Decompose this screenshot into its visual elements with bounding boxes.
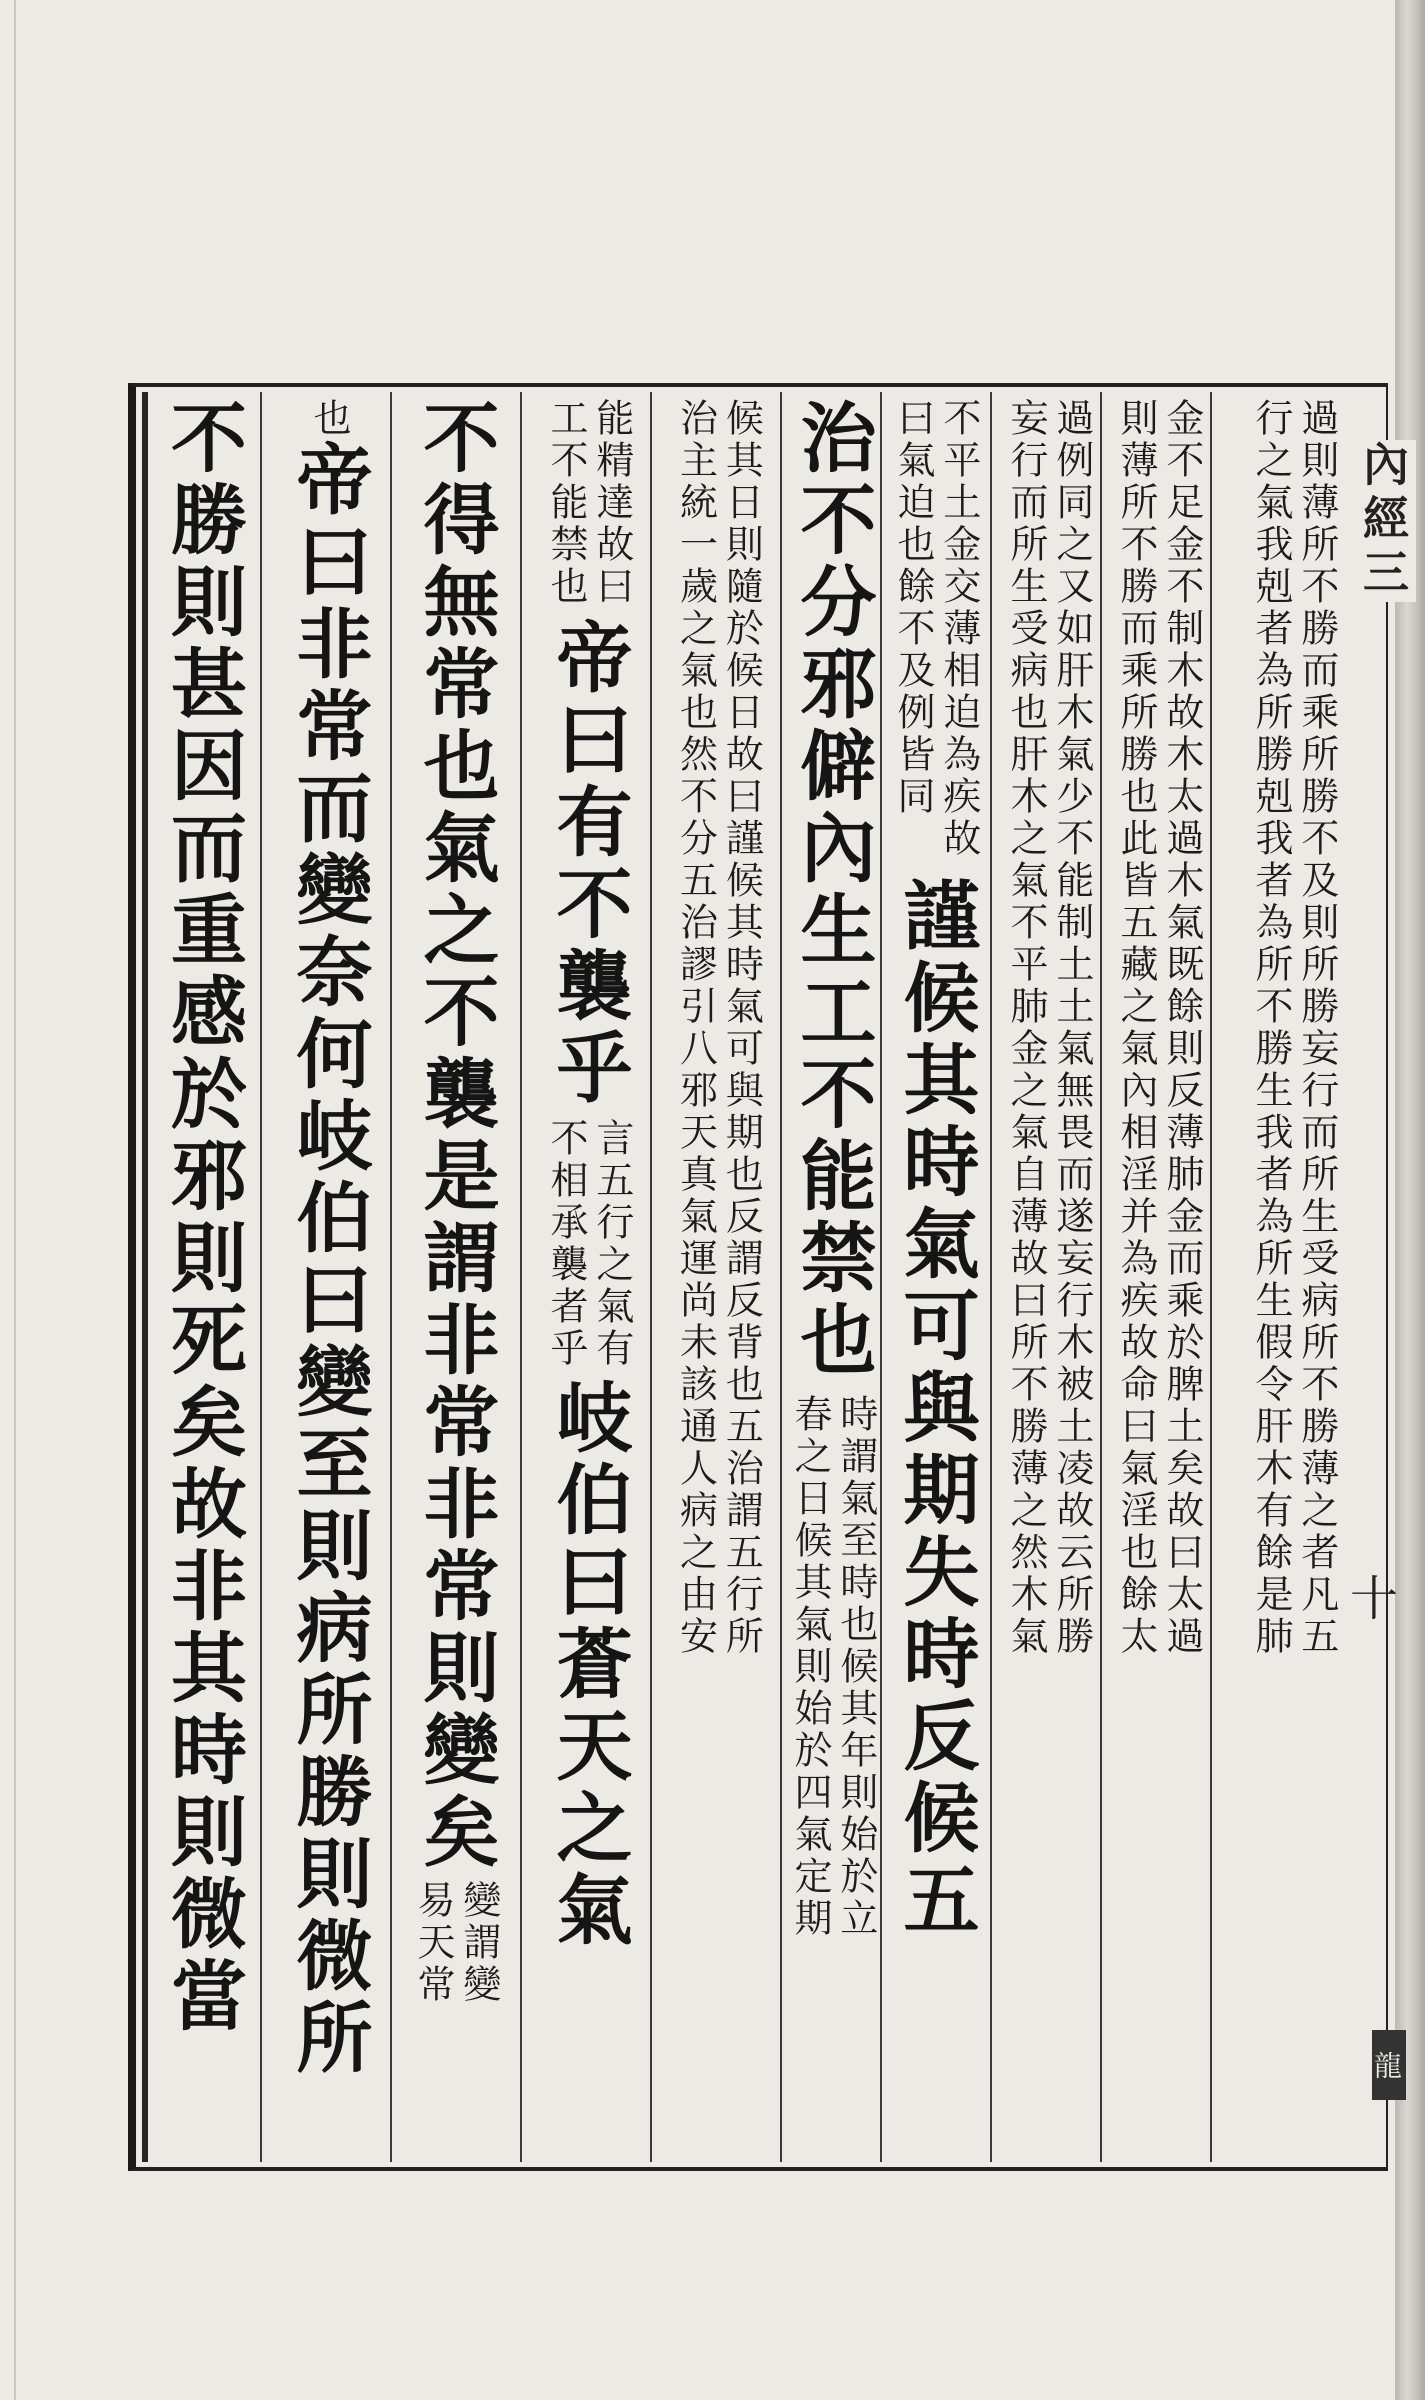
annotation-line: 過例同之又如肝木氣少不能制土土氣無畏而遂妄行木被土凌故云所勝	[1049, 398, 1094, 1658]
column-rule	[1100, 392, 1102, 2162]
annotation-line: 春之日候其氣則始於四氣定期	[788, 1394, 832, 1940]
annotation-line: 易天常	[411, 1880, 455, 2006]
annotation-line: 能精達故曰	[589, 398, 634, 608]
frame-inner-border	[142, 392, 148, 2162]
annotation-line: 曰氣迫也餘不及例皆同	[891, 398, 935, 818]
annotation-line: 言五行之氣有	[589, 1118, 634, 1370]
annotation-line: 不相承襲者乎	[544, 1118, 588, 1370]
text-column-4	[885, 398, 985, 2158]
column-rule	[780, 392, 782, 2162]
annotation-line: 不平土金交薄相迫為疾故	[936, 398, 981, 860]
main-text: 岐伯曰蒼天之氣	[544, 1378, 633, 1952]
main-text: 不得無常也氣之不襲是謂非常非常則變矣	[411, 398, 500, 1874]
annotation-line: 治主統一歲之氣也然不分五治謬引八邪天真氣運尚未該通人病之由安	[673, 398, 718, 1658]
annotation-line: 行之氣我剋者為所勝剋我者為所不勝生我者為所生假令肝木有餘是肺	[1249, 398, 1293, 1658]
main-text: 帝曰非常而變奈何岐伯曰變至則病所勝則微所	[284, 440, 373, 2080]
main-text: 帝曰有不襲乎	[544, 618, 633, 1110]
annotation-line: 也	[306, 398, 351, 440]
annotation-line: 時謂氣至時也候其年則始於立	[833, 1394, 878, 1940]
annotation-line: 妄行而所生受病也肝木之氣不平肺金之氣自薄故曰所不勝薄之然木氣	[1004, 398, 1048, 1658]
leaf-number: 十	[1350, 1571, 1399, 1627]
column-rule	[880, 392, 882, 2162]
column-rule	[520, 392, 522, 2162]
annotation-line: 候其日則隨於候日故曰謹候其時氣可與期也反謂反背也五治謂五行所	[719, 398, 764, 1658]
column-rule	[990, 392, 992, 2162]
text-column-9	[268, 398, 388, 2158]
text-column-5	[785, 398, 879, 2158]
text-column-10	[150, 398, 255, 2158]
annotation-line: 金不足金不制木故木太過木氣既餘則反薄肺金而乘於脾土矣故曰太過	[1159, 398, 1204, 1658]
text-column-6	[660, 398, 775, 2158]
text-column-3	[998, 398, 1098, 2158]
binding-line	[14, 0, 16, 2400]
text-column-7	[528, 398, 648, 2158]
column-rule	[650, 392, 652, 2162]
text-column-1	[1218, 398, 1368, 2158]
main-text: 治不分邪僻內生工不能禁也	[788, 398, 877, 1382]
main-text: 不勝則甚因而重感於邪則死矣故非其時則微當	[158, 398, 248, 2038]
annotation-line: 則薄所不勝而乘所勝也此皆五藏之氣內相淫并為疾故命曰氣淫也餘太	[1114, 398, 1158, 1658]
text-column-2	[1108, 398, 1208, 2158]
section-title-tab: 內經三	[1378, 440, 1416, 602]
column-rule	[260, 392, 262, 2162]
annotation-line: 變謂變	[456, 1880, 501, 2006]
annotation-line: 工不能禁也	[544, 398, 588, 608]
annotation-line: 過則薄所不勝而乘所勝不及則所勝妄行而所生受病所不勝薄之者凡五	[1294, 398, 1339, 1658]
main-text: 謹候其時氣可與期失時反候五	[891, 876, 980, 1942]
side-label: 龍	[1372, 2030, 1406, 2100]
column-rule	[390, 392, 392, 2162]
column-rule	[1210, 392, 1212, 2162]
text-column-8	[395, 398, 515, 2158]
